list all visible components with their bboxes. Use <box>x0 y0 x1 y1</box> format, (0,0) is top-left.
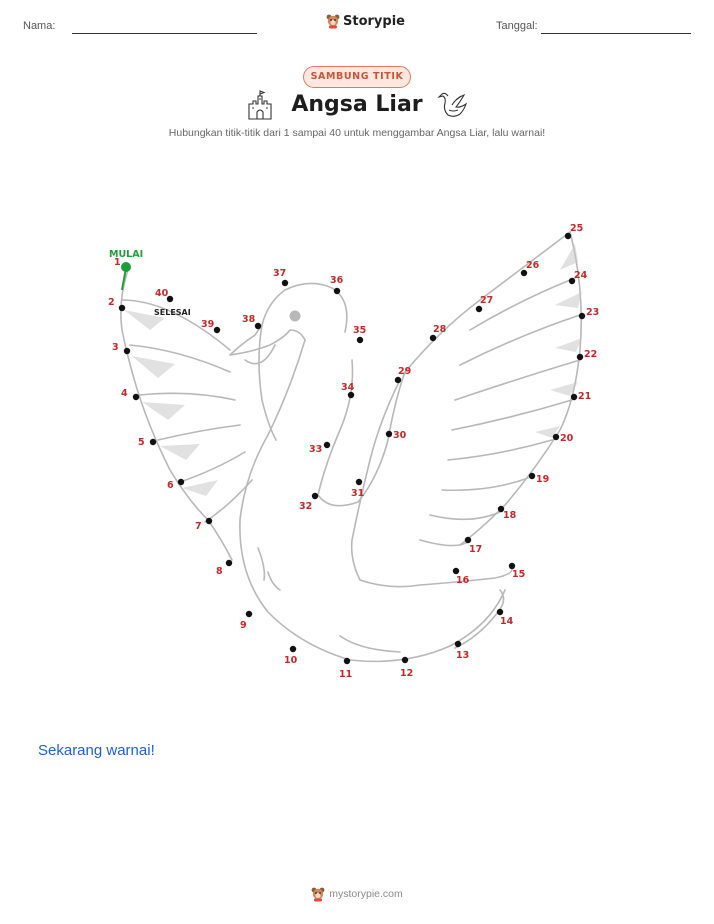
dot-label-7: 7 <box>195 521 202 532</box>
dot-label-4: 4 <box>121 388 128 399</box>
dot-label-14: 14 <box>500 616 514 627</box>
dot-14[interactable] <box>497 609 503 615</box>
dot-28[interactable] <box>430 335 436 341</box>
dot-3[interactable] <box>124 348 130 354</box>
dot-7[interactable] <box>206 518 212 524</box>
dot-label-30: 30 <box>393 430 407 441</box>
dot-label-33: 33 <box>309 444 323 455</box>
dot-label-1: 1 <box>114 257 121 268</box>
dot-33[interactable] <box>324 442 330 448</box>
storypie-mascot-icon <box>311 886 325 902</box>
dot-label-26: 26 <box>526 260 540 271</box>
dot-label-19: 19 <box>536 474 550 485</box>
swan-eye <box>290 311 301 322</box>
dot-label-22: 22 <box>584 349 598 360</box>
dot-label-3: 3 <box>112 342 119 353</box>
dot-label-16: 16 <box>456 575 470 586</box>
dot-8[interactable] <box>226 560 232 566</box>
name-label: Nama: <box>23 20 56 32</box>
page-title: Angsa Liar <box>291 92 423 117</box>
dot-19[interactable] <box>529 473 535 479</box>
color-prompt: Sekarang warnai! <box>38 742 155 759</box>
dot-label-31: 31 <box>351 488 365 499</box>
footer <box>0 886 714 902</box>
dot-38[interactable] <box>255 323 261 329</box>
dot-label-28: 28 <box>433 324 447 335</box>
dot-label-12: 12 <box>400 668 414 679</box>
dot-27[interactable] <box>476 306 482 312</box>
dot-37[interactable] <box>282 280 288 286</box>
dot-label-21: 21 <box>578 391 592 402</box>
dot-label-32: 32 <box>299 501 313 512</box>
dot-label-15: 15 <box>512 569 526 580</box>
dot-22[interactable] <box>577 354 583 360</box>
dot-label-11: 11 <box>339 669 353 680</box>
dot-21[interactable] <box>571 394 577 400</box>
dot-label-37: 37 <box>273 268 287 279</box>
dot-17[interactable] <box>465 537 471 543</box>
footer-url: mystorypie.com <box>329 888 403 900</box>
dot-label-38: 38 <box>242 314 256 325</box>
page-subtitle: Hubungkan titik-titik dari 1 sampai 40 untuk menggambar Angsa Liar, lalu warnai! <box>168 127 546 139</box>
brand-name: Storypie <box>343 13 405 29</box>
dot-32[interactable] <box>312 493 318 499</box>
dot-label-25: 25 <box>570 223 584 234</box>
dot-16[interactable] <box>453 568 459 574</box>
start-label: MULAI <box>109 249 144 260</box>
dot-5[interactable] <box>150 439 156 445</box>
dot-20[interactable] <box>553 434 559 440</box>
dot-4[interactable] <box>133 394 139 400</box>
dot-label-39: 39 <box>201 319 215 330</box>
dot-label-40: 40 <box>155 288 169 299</box>
dot-29[interactable] <box>395 377 401 383</box>
dot-10[interactable] <box>290 646 296 652</box>
dot-31[interactable] <box>356 479 362 485</box>
dot-label-35: 35 <box>353 325 367 336</box>
dot-39[interactable] <box>214 327 220 333</box>
finish-label: SELESAI <box>154 308 191 317</box>
dot-35[interactable] <box>357 337 363 343</box>
dot-label-13: 13 <box>456 650 470 661</box>
dot-36[interactable] <box>334 288 340 294</box>
dot-label-17: 17 <box>469 544 483 555</box>
dot-2[interactable] <box>119 305 125 311</box>
dot-label-6: 6 <box>167 480 174 491</box>
dot-label-5: 5 <box>138 437 145 448</box>
dot-12[interactable] <box>402 657 408 663</box>
dot-label-23: 23 <box>586 307 600 318</box>
dot-11[interactable] <box>344 658 350 664</box>
dot-label-34: 34 <box>341 382 355 393</box>
date-label: Tanggal: <box>496 20 538 32</box>
dot-label-27: 27 <box>480 295 494 306</box>
dot-label-36: 36 <box>330 275 344 286</box>
dot-label-24: 24 <box>574 270 588 281</box>
start-marker <box>109 249 143 290</box>
dot-label-2: 2 <box>108 297 115 308</box>
dot-label-29: 29 <box>398 366 412 377</box>
dot-label-10: 10 <box>284 655 298 666</box>
dot-label-9: 9 <box>240 620 247 631</box>
dot-label-18: 18 <box>503 510 517 521</box>
dot-23[interactable] <box>579 313 585 319</box>
dot-9[interactable] <box>246 611 252 617</box>
dot-label-8: 8 <box>216 566 223 577</box>
activity-badge: SAMBUNG TITIK <box>303 66 411 88</box>
dot-30[interactable] <box>386 431 392 437</box>
dot-label-20: 20 <box>560 433 574 444</box>
dot-6[interactable] <box>178 479 184 485</box>
dot-13[interactable] <box>455 641 461 647</box>
